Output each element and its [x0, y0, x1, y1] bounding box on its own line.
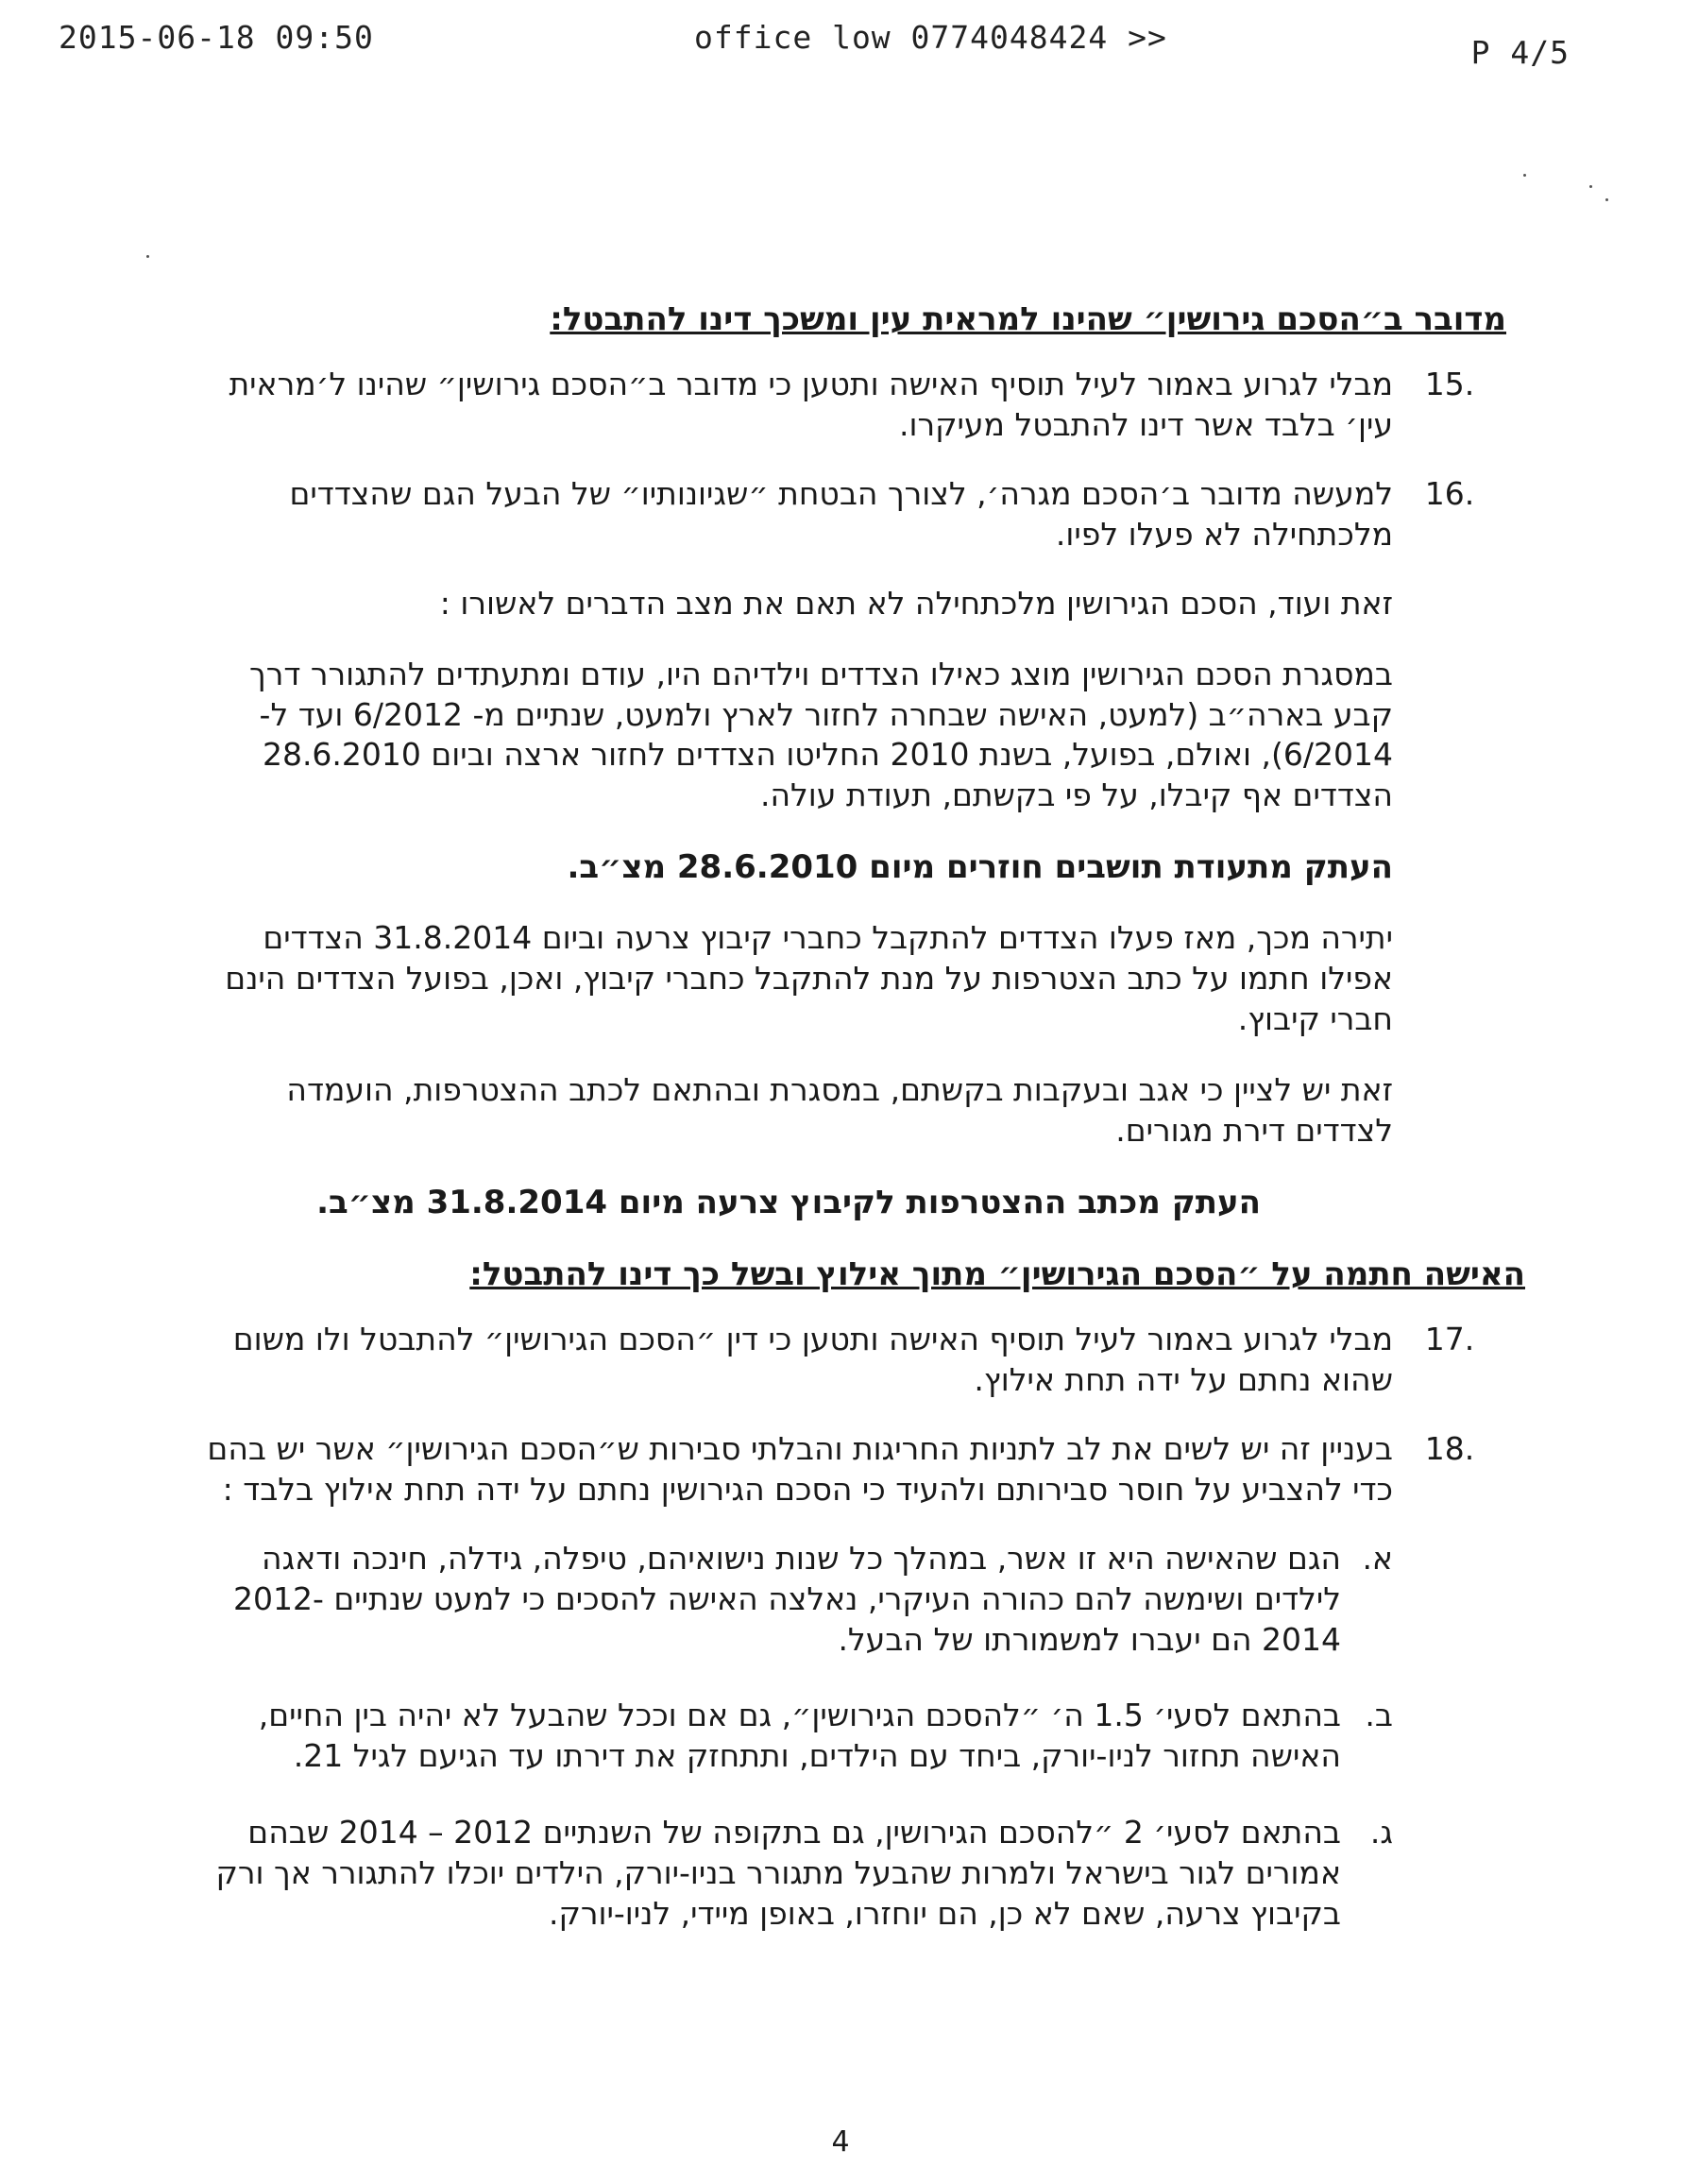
exhibit-note: העתק מכתב ההצטרפות לקיבוץ צרעה מיום 31.8.2014 מצ״ב.: [316, 1183, 1261, 1221]
section-heading: האישה חתמה על ״הסכם הגירושין״ מתוך אילוץ ובשל כך דינו להתבטל:: [469, 1255, 1525, 1294]
scan-speck: [1605, 198, 1608, 201]
numbered-item: [189, 1320, 1506, 1401]
item-number: .16: [1424, 474, 1475, 512]
item-letter: א.: [1362, 1539, 1393, 1577]
lettered-item: [189, 1696, 1506, 1777]
item-text: הגם שהאישה היא זו אשר, במהלך כל שנות נישואיהם, טיפלה, גידלה, חינכה ודאגה לילדים ושימשה להם כהורה העיקרי, נאלצה האישה להסכים כי למעט שנתיים 2012-2014 הם יעברו למשמורתו של הבעל.: [232, 1539, 1341, 1658]
lettered-item: [189, 1539, 1506, 1661]
paragraph: במסגרת הסכם הגירושין מוצג כאילו הצדדים וילדיהם היו, עודם ומתעתדים להתגורר דרך קבע בארה״ב (למעט, האישה שבחרה לחזור לארץ ולמעט, שנתיים מ- 6/2012 ועד ל- 6/2014), ואולם, בפועל, בשנת 2010 החליטו הצדדים לחזור ארצה וביום 28.6.2010 הצדדים אף קיבלו, על פי בקשתם, תעודת עולה.: [248, 655, 1393, 814]
section-heading: מדובר ב״הסכם גירושין״ שהינו למראית עין ומשכך דינו להתבטל:: [550, 300, 1506, 338]
paragraph: יתירה מכך, מאז פעלו הצדדים להתקבל כחברי קיבוץ צרעה וביום 31.8.2014 הצדדים אפילו חתמו על כתב הצטרפות על מנת להתקבל כחברי קיבוץ, ואכן, בפועל הצדדים הינם חברי קיבוץ.: [225, 919, 1393, 1038]
scan-speck: [1523, 174, 1526, 177]
exhibit-note: העתק מתעודת תושבים חוזרים מיום 28.6.2010 מצ״ב.: [567, 848, 1393, 887]
item-text: למעשה מדובר ב׳הסכם מגרה׳, לצורך הבטחת ״שגיונותיו״ של הבעל הגם שהצדדים מלכתחילה לא פעלו לפיו.: [289, 474, 1393, 553]
page-number: 4: [831, 2125, 850, 2158]
lettered-item: [189, 1813, 1506, 1935]
numbered-item: [189, 474, 1506, 555]
fax-timestamp: 2015-06-18 09:50: [59, 19, 374, 56]
item-text: בעניין זה יש לשים את לב לתניות החריגות והבלתי סבירות ש״הסכם הגירושין״ אשר יש בהם כדי להצביע על חוסר סבירותם ולהעיד כי הסכם הגירושין נחתם על ידה תחת אילוץ בלבד :: [207, 1430, 1393, 1508]
item-letter: ג.: [1369, 1814, 1393, 1851]
item-number: .17: [1424, 1321, 1475, 1358]
item-text: מבלי לגרוע באמור לעיל תוסיף האישה ותטען כי מדובר ב״הסכם גירושין״ שהינו ל׳מראית עין׳ בלבד אשר דינו להתבטל מעיקרו.: [229, 366, 1393, 444]
item-text: בהתאם לסעי׳ 2 ״להסכם הגירושין, גם בתקופה של השנתיים 2012 – 2014 שבהם אמורים לגור בישראל ולמרות שהבעל מתגורר בניו-יורק, הילדים יוכלו להתגורר אך ורק בקיבוץ צרעה, שאם לא כן, הם יוחזרו, באופן מיידי, לניו-יורק.: [215, 1814, 1341, 1933]
paragraph: זאת יש לציין כי אגב ובעקבות בקשתם, במסגרת ובהתאם לכתב ההצטרפות, הועמדה לצדדים דירת מגורים.: [286, 1071, 1393, 1149]
scan-speck: [146, 255, 149, 258]
item-number: .15: [1424, 366, 1475, 403]
item-text: בהתאם לסעי׳ 1.5 ה׳ ״להסכם הגירושין״, גם אם וככל שהבעל לא יהיה בין החיים, האישה תחזור לניו-יורק, ביחד עם הילדים, ותתחזק את דירתו עד הגיעם לגיל 21.: [258, 1697, 1341, 1775]
scan-speck: [1589, 185, 1592, 188]
fax-sender: office low 0774048424 >>: [694, 19, 1167, 56]
item-text: מבלי לגרוע באמור לעיל תוסיף האישה ותטען כי דין ״הסכם הגירושין״ להתבטל ולו משום שהוא נחתם על ידה תחת אילוץ.: [232, 1321, 1393, 1399]
numbered-item: [189, 1429, 1506, 1510]
numbered-item: [189, 365, 1506, 446]
item-letter: ב.: [1365, 1697, 1393, 1734]
item-number: .18: [1424, 1430, 1475, 1467]
fax-page-indicator: P 4/5: [1470, 34, 1570, 71]
document-body: [189, 282, 1525, 1971]
paragraph: זאת ועוד, הסכם הגירושין מלכתחילה לא תאם את מצב הדברים לאשורו :: [439, 584, 1393, 622]
